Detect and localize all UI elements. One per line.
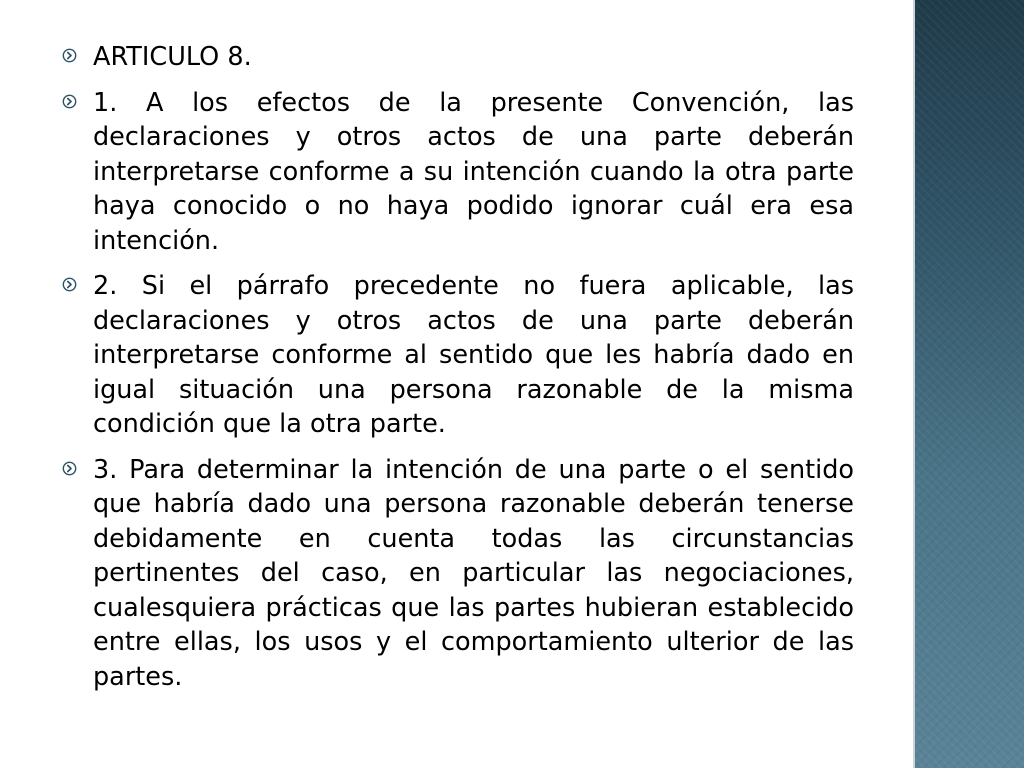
bullet-paragraph-1 (62, 86, 854, 259)
paragraph-3: 3. Para determinar la intención de una parte o el sentido que habría dado una persona razonable deberán tenerse debidamente en cuenta todas las circunstancias pertinentes del caso, en particular las negociaciones, cualesquiera prácticas que las partes hubieran establecido entre ellas, los usos y el comportamiento ulterior de las partes. (93, 454, 854, 692)
paragraph-1: 1. A los efectos de la presente Convención, las declaraciones y otros actos de una parte deberán interpretarse conforme a su intención cuando la otra parte haya conocido o no haya podido ignorar cuál era esa intención. (93, 87, 854, 256)
decorative-side-bar (913, 0, 1024, 768)
article-heading: ARTICULO 8. (93, 42, 252, 72)
bullet-heading (62, 40, 854, 75)
circled-chevron-right-icon (62, 94, 77, 109)
circled-chevron-right-icon (62, 277, 77, 292)
circled-chevron-right-icon (62, 461, 77, 476)
bullet-paragraph-3 (62, 453, 854, 695)
circled-chevron-right-icon (62, 48, 77, 63)
bullet-paragraph-2 (62, 269, 854, 442)
slide-content (62, 40, 854, 705)
paragraph-2: 2. Si el párrafo precedente no fuera aplicable, las declaraciones y otros actos de una parte deberán interpretarse conforme al sentido que les habría dado en igual situación una persona razonable de la misma condición que la otra parte. (93, 271, 854, 439)
